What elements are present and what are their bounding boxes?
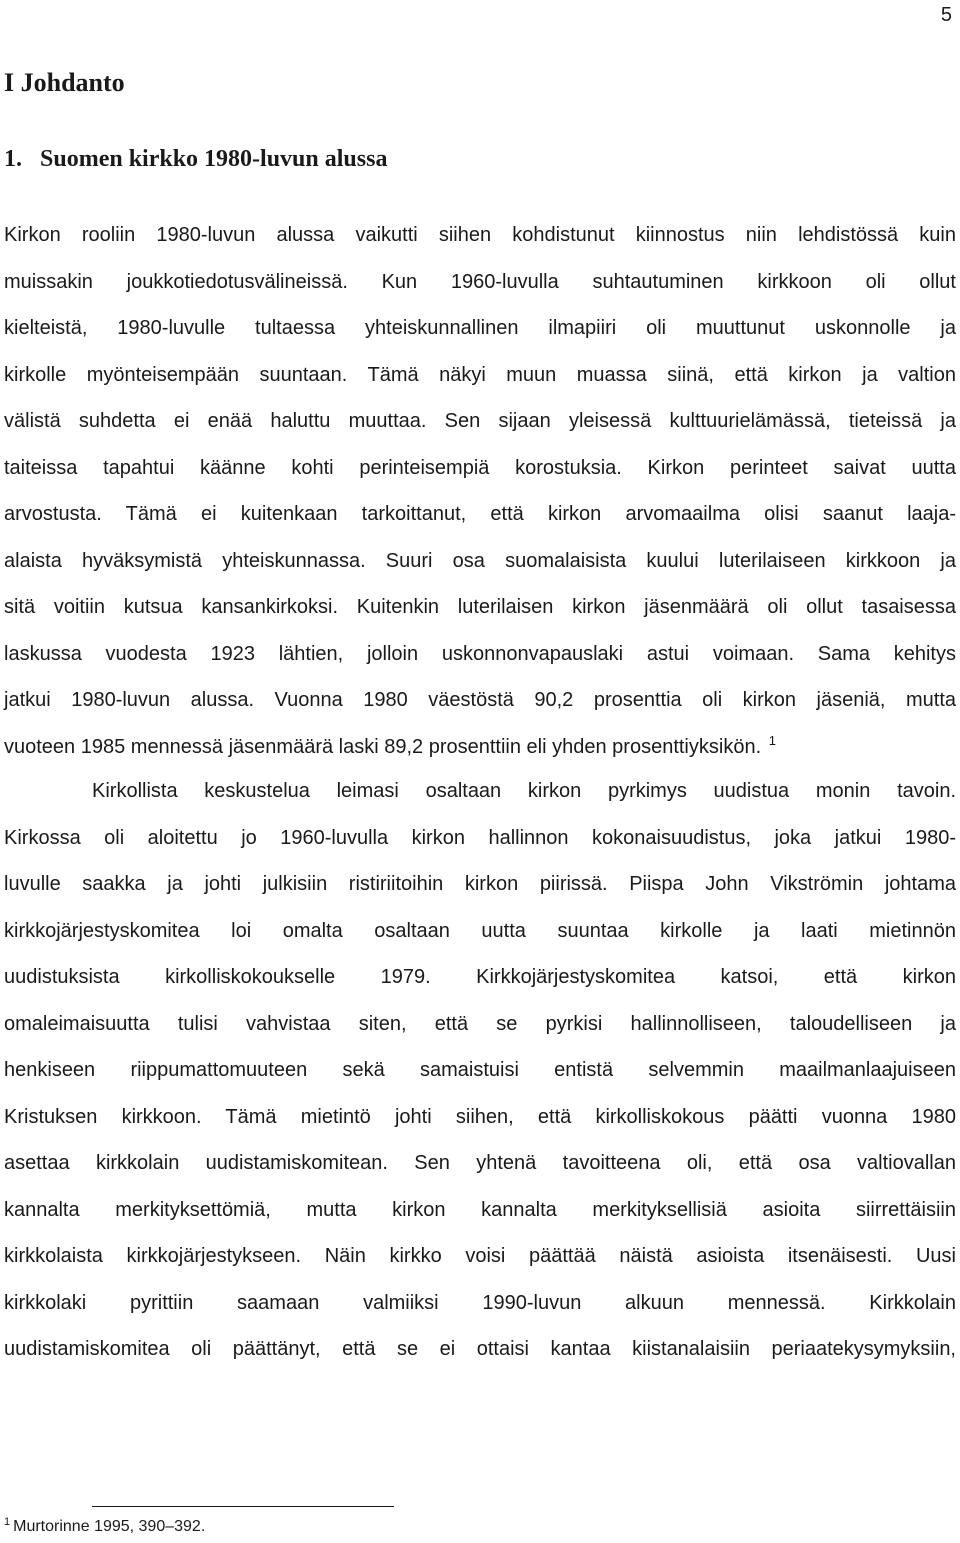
paragraph-line: kirkkojärjestyskomitea loi omalta osaltaan uutta suuntaa kirkolle ja laati mietinnön <box>4 919 956 942</box>
footnote-reference[interactable]: 1 <box>768 732 776 748</box>
paragraph-line: taiteissa tapahtui käänne kohti perinteisempiä korostuksia. Kirkon perinteet saivat uutta <box>4 456 956 479</box>
paragraph-line: luvulle saakka ja johti julkisiin ristiriitoihin kirkon piirissä. Piispa John Vikströmin johtama <box>4 873 956 895</box>
footnote-text: Murtorinne 1995, 390–392. <box>13 1518 206 1535</box>
paragraph-line: alaista hyväksymistä yhteiskunnassa. Suuri osa suomalaisista kuului luterilaiseen kirkkoon ja <box>4 549 956 572</box>
paragraph-last-line <box>4 724 956 771</box>
paragraph-1 <box>4 212 956 770</box>
paragraph-line: kirkkolaki pyrittiin saamaan valmiiksi 1990-luvun alkuun mennessä. Kirkkolain <box>4 1291 956 1314</box>
paragraph-line: uudistuksista kirkolliskokoukselle 1979. Kirkkojärjestyskomitea katsoi, että kirkon <box>4 966 956 988</box>
section-title-text: Suomen kirkko 1980-luvun alussa <box>40 146 388 172</box>
footnote-number: 1 <box>4 1516 11 1528</box>
paragraph-line: henkiseen riippumattomuuteen sekä samaistuisi entistä selvemmin maailmanlaajuiseen <box>4 1059 956 1081</box>
footnote <box>4 1518 205 1536</box>
page-number: 5 <box>940 4 952 26</box>
paragraph-2 <box>4 768 956 1373</box>
paragraph-line: kannalta merkityksettömiä, mutta kirkon kannalta merkityksellisiä asioita siirrettäisiin <box>4 1198 956 1221</box>
paragraph-line: jatkui 1980-luvun alussa. Vuonna 1980 väestöstä 90,2 prosenttia oli kirkon jäseniä, mutta <box>4 689 956 711</box>
paragraph-line: uudistamiskomitea oli päättänyt, että se ei ottaisi kantaa kiistanalaisiin periaatekysymyksiin, <box>4 1338 956 1360</box>
footnote-separator <box>92 1506 394 1507</box>
paragraph-line: Kirkon rooliin 1980-luvun alussa vaikutti siihen kohdistunut kiinnostus niin lehdistössä kuin <box>4 224 956 246</box>
paragraph-line: sitä voitiin kutsua kansankirkoksi. Kuitenkin luterilaisen kirkon jäsenmäärä oli ollut tasaisessa <box>4 596 956 618</box>
paragraph-line: Kirkossa oli aloitettu jo 1960-luvulla kirkon hallinnon kokonaisuudistus, joka jatkui 1980- <box>4 826 956 849</box>
chapter-title: I Johdanto <box>4 68 125 97</box>
paragraph-line: laskussa vuodesta 1923 lähtien, jolloin uskonnonvapauslaki astui voimaan. Sama kehitys <box>4 642 956 665</box>
section-title <box>4 146 387 173</box>
section-number: 1. <box>4 146 22 172</box>
paragraph-line: kirkolle myönteisempään suuntaan. Tämä näkyi muun muassa siinä, että kirkon ja valtion <box>4 363 956 386</box>
paragraph-line-text: vuoteen 1985 mennessä jäsenmäärä laski 89,2 prosenttiin eli yhden prosenttiyksikön. <box>4 735 762 758</box>
paragraph-first-line: Kirkollista keskustelua leimasi osaltaan kirkon pyrkimys uudistua monin tavoin. <box>92 780 956 802</box>
paragraph-line: muissakin joukkotiedotusvälineissä. Kun 1960-luvulla suhtautuminen kirkkoon oli ollut <box>4 270 956 293</box>
paragraph-line: Kristuksen kirkkoon. Tämä mietintö johti siihen, että kirkolliskokous päätti vuonna 1980 <box>4 1105 956 1128</box>
paragraph-line: arvostusta. Tämä ei kuitenkaan tarkoittanut, että kirkon arvomaailma olisi saanut laaja- <box>4 503 956 525</box>
paragraph-line: kielteistä, 1980-luvulle tultaessa yhteiskunnallinen ilmapiiri oli muuttunut uskonnolle ja <box>4 317 956 339</box>
paragraph-line: välistä suhdetta ei enää haluttu muuttaa. Sen sijaan yleisessä kulttuurielämässä, tieteissä ja <box>4 410 956 432</box>
paragraph-line: asettaa kirkkolain uudistamiskomitean. Sen yhtenä tavoitteena oli, että osa valtiovallan <box>4 1152 956 1174</box>
paragraph-line: omaleimaisuutta tulisi vahvistaa siten, että se pyrkisi hallinnolliseen, taloudelliseen ja <box>4 1012 956 1035</box>
paragraph-line: kirkkolaista kirkkojärjestykseen. Näin kirkko voisi päättää näistä asioista itsenäisesti. Uusi <box>4 1245 956 1267</box>
